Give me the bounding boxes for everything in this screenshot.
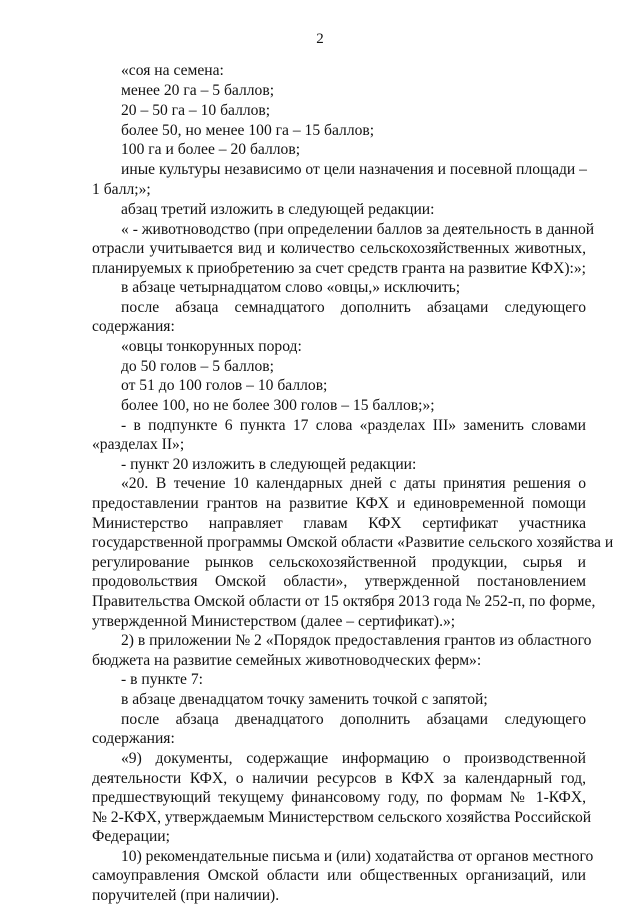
text-line: 100 га и более – 20 баллов; [121, 141, 301, 158]
text-line: после абзаца двенадцатого дополнить абзацами следующего [121, 711, 586, 728]
text-line: деятельности КФХ, о наличии ресурсов в КФХ за календарный год, [92, 770, 586, 787]
text-line: - в подпункте 6 пункта 17 слова «разделах III» заменить словами [121, 417, 586, 434]
text-line: 20 – 50 га – 10 баллов; [121, 102, 271, 119]
text-line: Министерство направляет главам КФХ сертификат участника [92, 515, 586, 532]
text-line: 1 балл;»; [92, 181, 151, 198]
text-line: содержания: [92, 318, 175, 335]
text-line: менее 20 га – 5 баллов; [121, 82, 275, 99]
text-line: утвержденной Министерством (далее – сертификат).»; [92, 613, 456, 630]
text-line: в абзаце двенадцатом точку заменить точкой с запятой; [121, 691, 488, 708]
text-line: содержания: [92, 730, 175, 747]
text-line: - в пункте 7: [121, 671, 203, 688]
text-line: «разделах II»; [92, 436, 185, 453]
text-line: иные культуры независимо от цели назначения и посевной площади – [121, 161, 587, 178]
text-line: самоуправления Омской области или общественных организаций, или [92, 867, 586, 884]
text-line: Федерации; [92, 828, 170, 845]
text-line: продовольствия Омской области», утвержденной постановлением [92, 573, 586, 590]
text-line: в абзаце четырнадцатом слово «овцы,» исключить; [121, 279, 461, 296]
text-line: 2) в приложении № 2 «Порядок предоставления грантов из областного [121, 632, 592, 649]
text-line: более 50, но менее 100 га – 15 баллов; [121, 122, 375, 139]
text-line: - пункт 20 изложить в следующей редакции: [121, 456, 417, 473]
text-line: от 51 до 100 голов – 10 баллов; [121, 377, 328, 394]
text-line: до 50 голов – 5 баллов; [121, 358, 274, 375]
text-line: № 2-КФХ, утверждаемым Министерством сельского хозяйства Российской [92, 809, 592, 826]
text-line: государственной программы Омской области «Развитие сельского хозяйства и [92, 534, 614, 551]
text-line: более 100, но не более 300 голов – 15 баллов;»; [121, 397, 435, 414]
text-line: планируемых к приобретению за счет средств гранта на развитие КФХ):»; [92, 260, 586, 277]
text-line: поручителей (при наличии). [92, 887, 280, 904]
text-line: бюджета на развитие семейных животноводческих ферм»: [92, 652, 482, 669]
text-line: Правительства Омской области от 15 октября 2013 года № 252-п, по форме, [92, 593, 596, 610]
text-line: регулирование рынков сельскохозяйственной продукции, сырья и [92, 554, 586, 571]
text-line: «20. В течение 10 календарных дней с даты принятия решения о [121, 475, 586, 492]
text-line: «9) документы, содержащие информацию о производственной [121, 750, 586, 767]
text-line: абзац третий изложить в следующей редакции: [121, 201, 435, 218]
text-line: отрасли учитывается вид и количество сельскохозяйственных животных, [92, 240, 586, 257]
text-line: предоставлении грантов на развитие КФХ и единовременной помощи [92, 495, 586, 512]
text-line: «овцы тонкорунных пород: [121, 338, 302, 355]
text-line: предшествующий текущему финансовому году, по формам № 1-КФХ, [92, 789, 586, 806]
text-line: после абзаца семнадцатого дополнить абзацами следующего [121, 299, 586, 316]
text-line: « - животноводство (при определении баллов за деятельность в данной [121, 221, 595, 238]
page-number: 2 [316, 31, 324, 47]
text-line: «соя на семена: [121, 62, 224, 79]
text-line: 10) рекомендательные письма и (или) ходатайства от органов местного [121, 848, 594, 865]
